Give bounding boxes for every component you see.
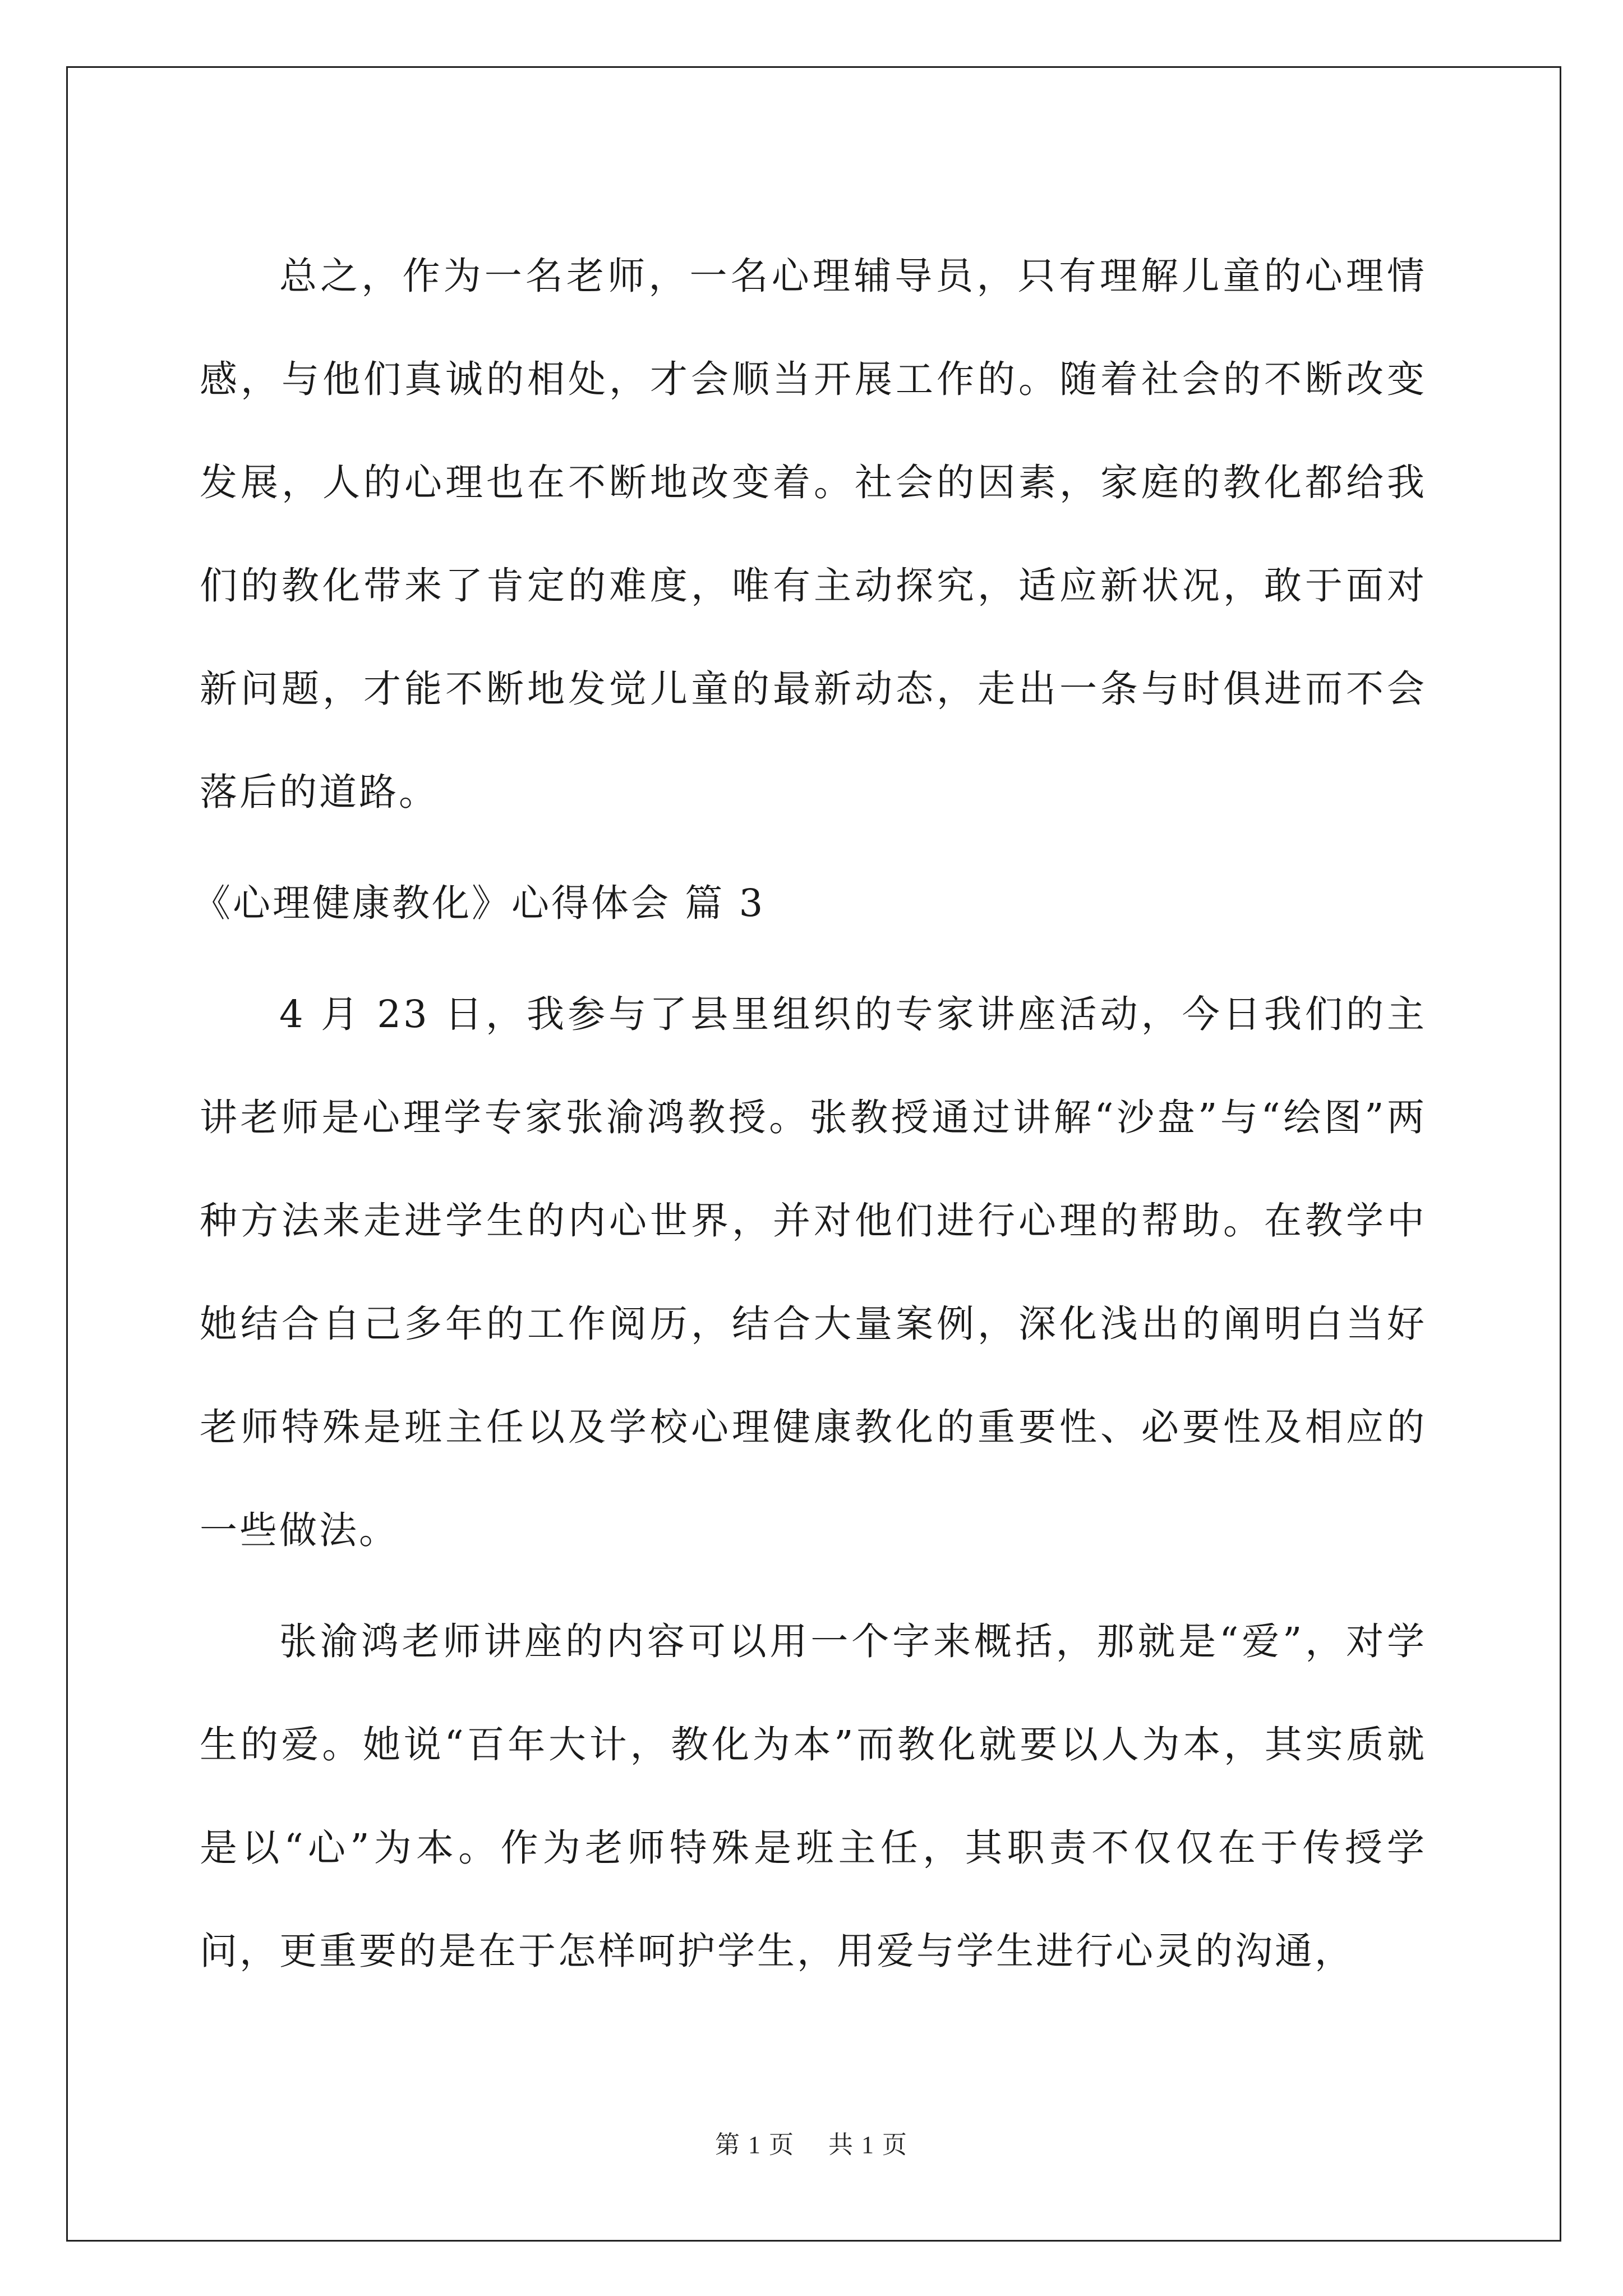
page-number: 第 1 页	[715, 2131, 795, 2159]
paragraph-2: 4 月 23 日，我参与了县里组织的专家讲座活动，今日我们的主讲老师是心理学专家张渝鸿教授。张教授通过讲解“沙盘”与“绘图”两种方法来走进学生的内心世界，并对他们进行心理的帮助。在教学中她结合自己多年的工作阅历，结合大量案例，深化浅出的阐明白当好老师特殊是班主任以及学校心理健康教化的重要性、必要性及相应的一些做法。	[200, 992, 1427, 1552]
spacer	[200, 844, 1427, 852]
paragraph-3: 张渝鸿老师讲座的内容可以用一个字来概括，那就是“爱”，对学生的爱。她说“百年大计，教化为本”而教化就要以人为本，其实质就是以“心”为本。作为老师特殊是班主任，其职责不仅仅在于传授学问，更重要的是在于怎样呵护学生，用爱与学生进行心灵的沟通，	[200, 1619, 1427, 1973]
page-total: 共 1 页	[828, 2131, 908, 2159]
paragraph-1: 总之，作为一名老师，一名心理辅导员，只有理解儿童的心理情感，与他们真诚的相处，才会顺当开展工作的。随着社会的不断改变发展，人的心理也在不断地改变着。社会的因素，家庭的教化都给我们的教化带来了肯定的难度，唯有主动探究，适应新状况，敢于面对新问题，才能不断地发觉儿童的最新动态，走出一条与时俱进而不会落后的道路。	[200, 254, 1427, 814]
document-body	[193, 224, 1427, 2003]
section-heading: 《心理健康教化》心得体会 篇 3	[193, 881, 766, 925]
spacer	[200, 955, 1427, 963]
page-footer	[0, 2124, 1623, 2160]
spacer	[200, 1582, 1427, 1590]
